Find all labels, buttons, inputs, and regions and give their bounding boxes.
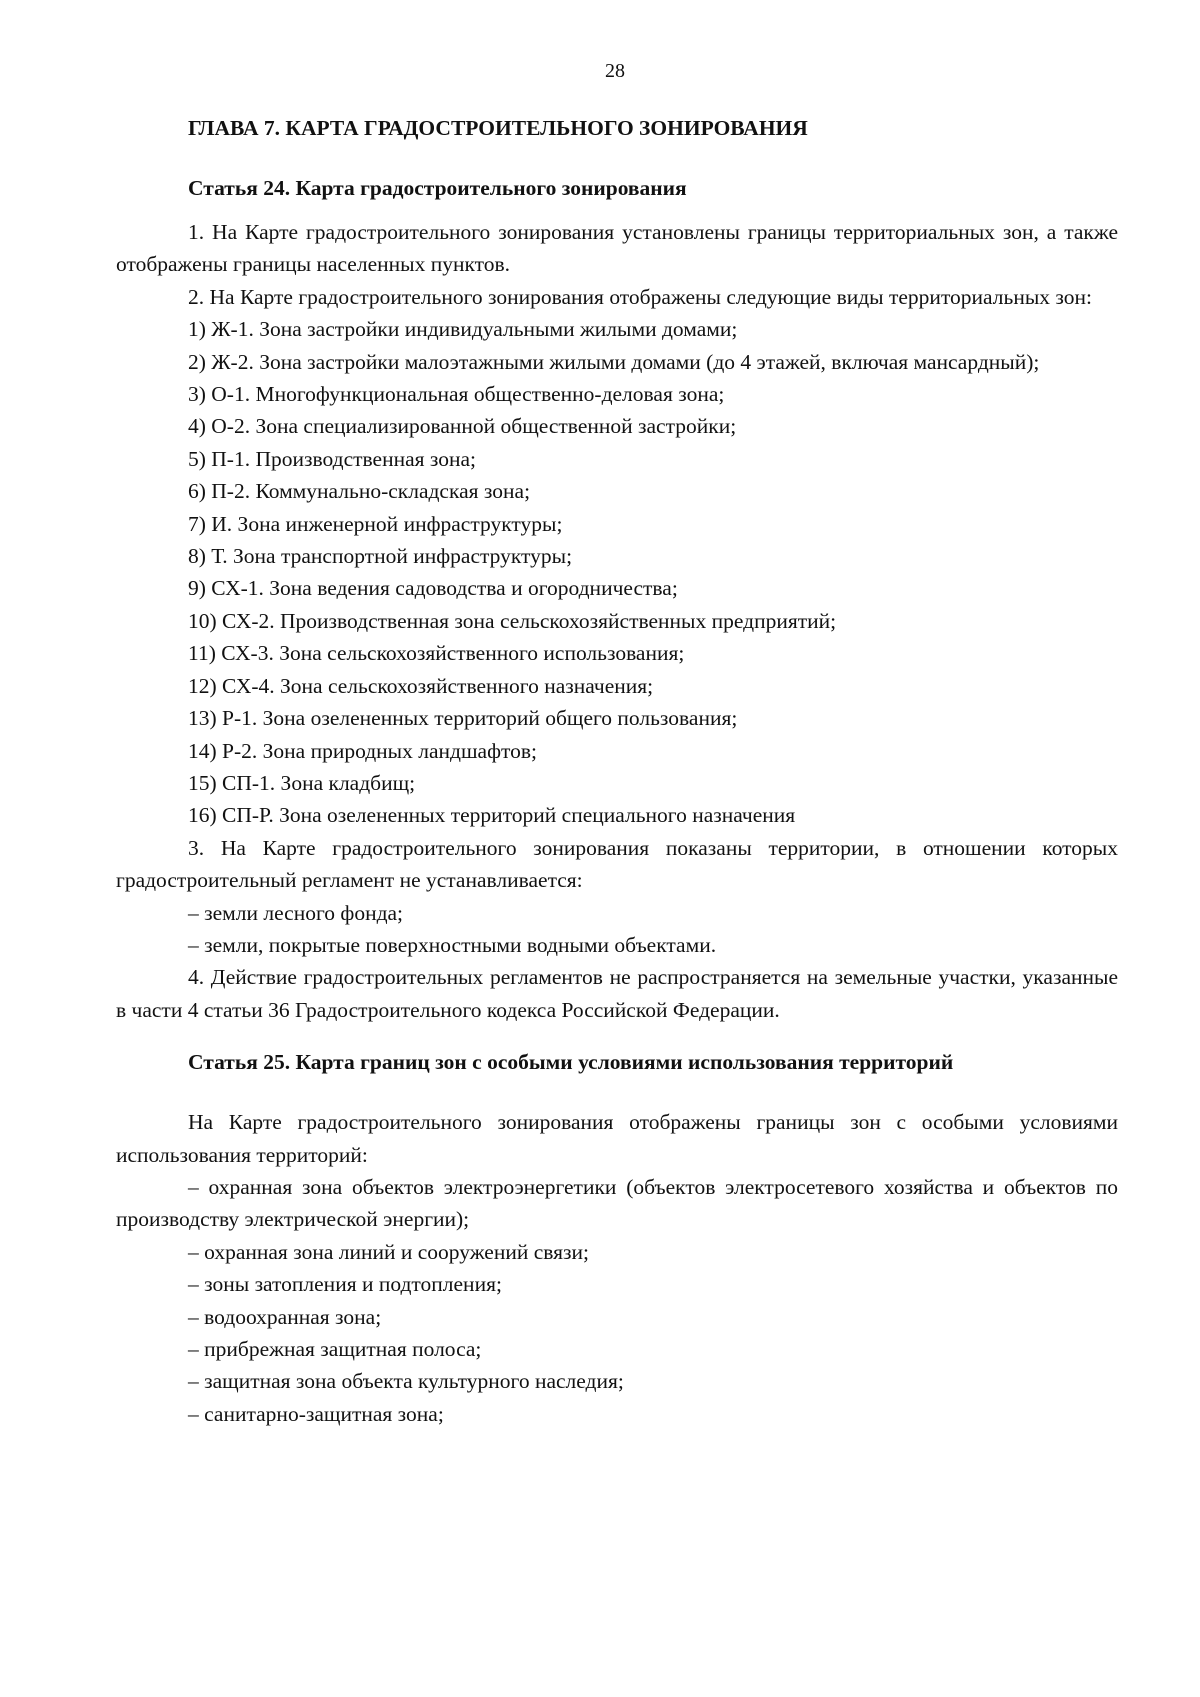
article-25-title: Статья 25. Карта границ зон с особыми условиями использования территорий: [188, 1050, 954, 1075]
restricted-zone-item: – прибрежная защитная полоса;: [188, 1337, 482, 1361]
restricted-zone-item: – зоны затопления и подтопления;: [188, 1272, 502, 1297]
article-24-title: Статья 24. Карта градостроительного зонирования: [188, 176, 687, 200]
zone-item: 3) О-1. Многофункциональная общественно-деловая зона;: [188, 382, 725, 407]
zone-item: 6) П-2. Коммунально-складская зона;: [188, 479, 531, 504]
zone-item: 12) СХ-4. Зона сельскохозяйственного назначения;: [188, 673, 654, 698]
zone-item: 9) СХ-1. Зона ведения садоводства и огородничества;: [188, 576, 678, 601]
article-24-paragraph-2: 2. На Карте градостроительного зонирования отображены следующие виды территориальных зон:: [188, 284, 1092, 309]
article-25-intro: На Карте градостроительного зонирования отображены границы зон с особыми условиями использования территорий:: [116, 1110, 1118, 1167]
zone-item: 14) Р-2. Зона природных ландшафтов;: [188, 738, 537, 763]
article-24-paragraph-4: 4. Действие градостроительных регламентов не распространяется на земельные участки, указанные в части 4 статьи 36 Градостроительного кодекса Российской Федерации.: [116, 965, 1118, 1022]
zone-item: 13) Р-1. Зона озелененных территорий общего пользования;: [188, 706, 738, 731]
zone-item: 2) Ж-2. Зона застройки малоэтажными жилыми домами (до 4 этажей, включая мансардный);: [188, 349, 1040, 374]
excluded-land-item: – земли лесного фонда;: [188, 900, 404, 925]
restricted-zone-item: – охранная зона линий и сооружений связи;: [188, 1239, 590, 1264]
article-24-paragraph-3: 3. На Карте градостроительного зонирования показаны территории, в отношении которых градостроительный регламент не устанавливается:: [116, 835, 1118, 893]
restricted-zone-item: – водоохранная зона;: [188, 1304, 382, 1329]
article-24-paragraph-1: 1. На Карте градостроительного зонирования установлены границы территориальных зон, а также отображены границы населенных пунктов.: [116, 220, 1118, 277]
zone-item: 4) О-2. Зона специализированной общественной застройки;: [188, 414, 737, 439]
restricted-zone-item: – охранная зона объектов электроэнергетики (объектов электросетевого хозяйства и объектов по производству электрической энергии);: [116, 1174, 1118, 1232]
page-number: 28: [605, 60, 625, 82]
page-content: [116, 112, 1118, 1430]
zone-item: 16) СП-Р. Зона озелененных территорий специального назначения: [188, 803, 796, 828]
zone-item: 8) Т. Зона транспортной инфраструктуры;: [188, 544, 573, 569]
zone-item: 11) СХ-3. Зона сельскохозяйственного использования;: [188, 641, 685, 666]
zone-item: 7) И. Зона инженерной инфраструктуры;: [188, 511, 563, 536]
chapter-title: ГЛАВА 7. КАРТА ГРАДОСТРОИТЕЛЬНОГО ЗОНИРОВАНИЯ: [188, 116, 808, 140]
excluded-land-item: – земли, покрытые поверхностными водными объектами.: [188, 932, 717, 957]
zone-item: 1) Ж-1. Зона застройки индивидуальными жилыми домами;: [188, 317, 738, 342]
zone-item: 10) СХ-2. Производственная зона сельскохозяйственных предприятий;: [188, 608, 837, 633]
zone-item: 5) П-1. Производственная зона;: [188, 446, 477, 471]
restricted-zone-item: – защитная зона объекта культурного наследия;: [188, 1369, 624, 1394]
zone-item: 15) СП-1. Зона кладбищ;: [188, 770, 416, 795]
restricted-zone-item: – санитарно-защитная зона;: [188, 1401, 444, 1426]
